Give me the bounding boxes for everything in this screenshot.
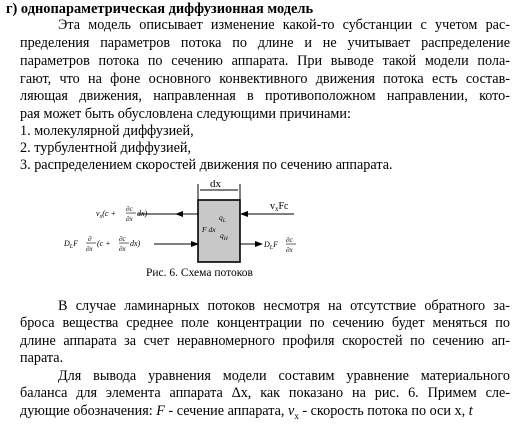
para3-line-1: Для вывода уравнения модели составим уравнение материального (58, 368, 510, 384)
box-label-qL: $q_L$ (219, 213, 226, 224)
para2-line-2: броса вещества среднее поле концентрации по сечению будет меняться по (20, 315, 510, 331)
svg-text:∂x: ∂x (126, 215, 133, 223)
para3-line-3: дующие обозначения: F - сечение аппарата, $v_x$ - скорость потока по оси x, t (20, 403, 473, 421)
svg-text:∂: ∂ (88, 235, 92, 243)
list-item-2: 2. турбулентной диффузией, (20, 140, 192, 156)
para1-line-5: ляющая движения, направленная в противоположном направлении, кото- (20, 88, 510, 104)
box-label-qH: $q_H$ (220, 231, 228, 242)
para1-line-1: Эта модель описывает изменение какой-то субстанции с учетом рас- (58, 17, 510, 33)
top-right-label: $v_xFc$ (270, 201, 289, 213)
top-left-formula (96, 205, 148, 223)
svg-text:∂c: ∂c (126, 205, 133, 213)
list-item-3: 3. распределением скоростей движения по сечению аппарата. (20, 157, 393, 173)
svg-text:∂c: ∂c (286, 236, 293, 244)
para1-line-6: рая может быть обусловлена следующими причинами: (20, 106, 351, 122)
svg-text:dx): dx) (137, 209, 148, 218)
para2-line-4: парата. (20, 350, 64, 366)
para2-line-1: В случае ламинарных потоков несмотря на отсутствие обратного за- (58, 298, 510, 314)
svg-text:DLF: $D_LF$ (264, 240, 279, 251)
svg-text:(c +: (c + (97, 239, 111, 248)
para2-line-3: длине аппарата за счет неравномерного профиля скоростей по сечению ап- (20, 333, 510, 349)
bottom-left-formula (64, 235, 141, 253)
svg-text:∂x: ∂x (286, 246, 293, 254)
svg-text:∂c: ∂c (119, 235, 126, 243)
svg-text:DLF: $D_LF$ (64, 239, 79, 250)
para3-line-2: баланса для элемента аппарата Δx, как показано на рис. 6. Примем сле- (20, 385, 510, 401)
box-label-Fdx: F dx (202, 225, 216, 234)
para1-line-4: гают, что на фоне основного конвективного движения потока есть состав- (20, 71, 510, 87)
svg-text:dx): dx) (130, 239, 141, 248)
figure-caption: Рис. 6. Схема потоков (146, 267, 253, 279)
list-item-1: 1. молекулярной диффузией, (20, 123, 194, 139)
bottom-right-formula (263, 236, 296, 254)
svg-text:vx(c +: $v_x(c$ + (96, 209, 116, 220)
flow-diagram (64, 176, 364, 276)
section-heading: г) однопараметрическая диффузионная модель (6, 1, 314, 17)
para1-line-2: пределения параметров потока по длине и не учитывает распределение (20, 35, 510, 51)
svg-text:∂x: ∂x (119, 245, 126, 253)
para1-line-3: параметров потока по сечению аппарата. При выводе такой модели пола- (20, 53, 510, 69)
svg-text:∂x: ∂x (86, 245, 93, 253)
dx-label: dx (210, 178, 221, 190)
